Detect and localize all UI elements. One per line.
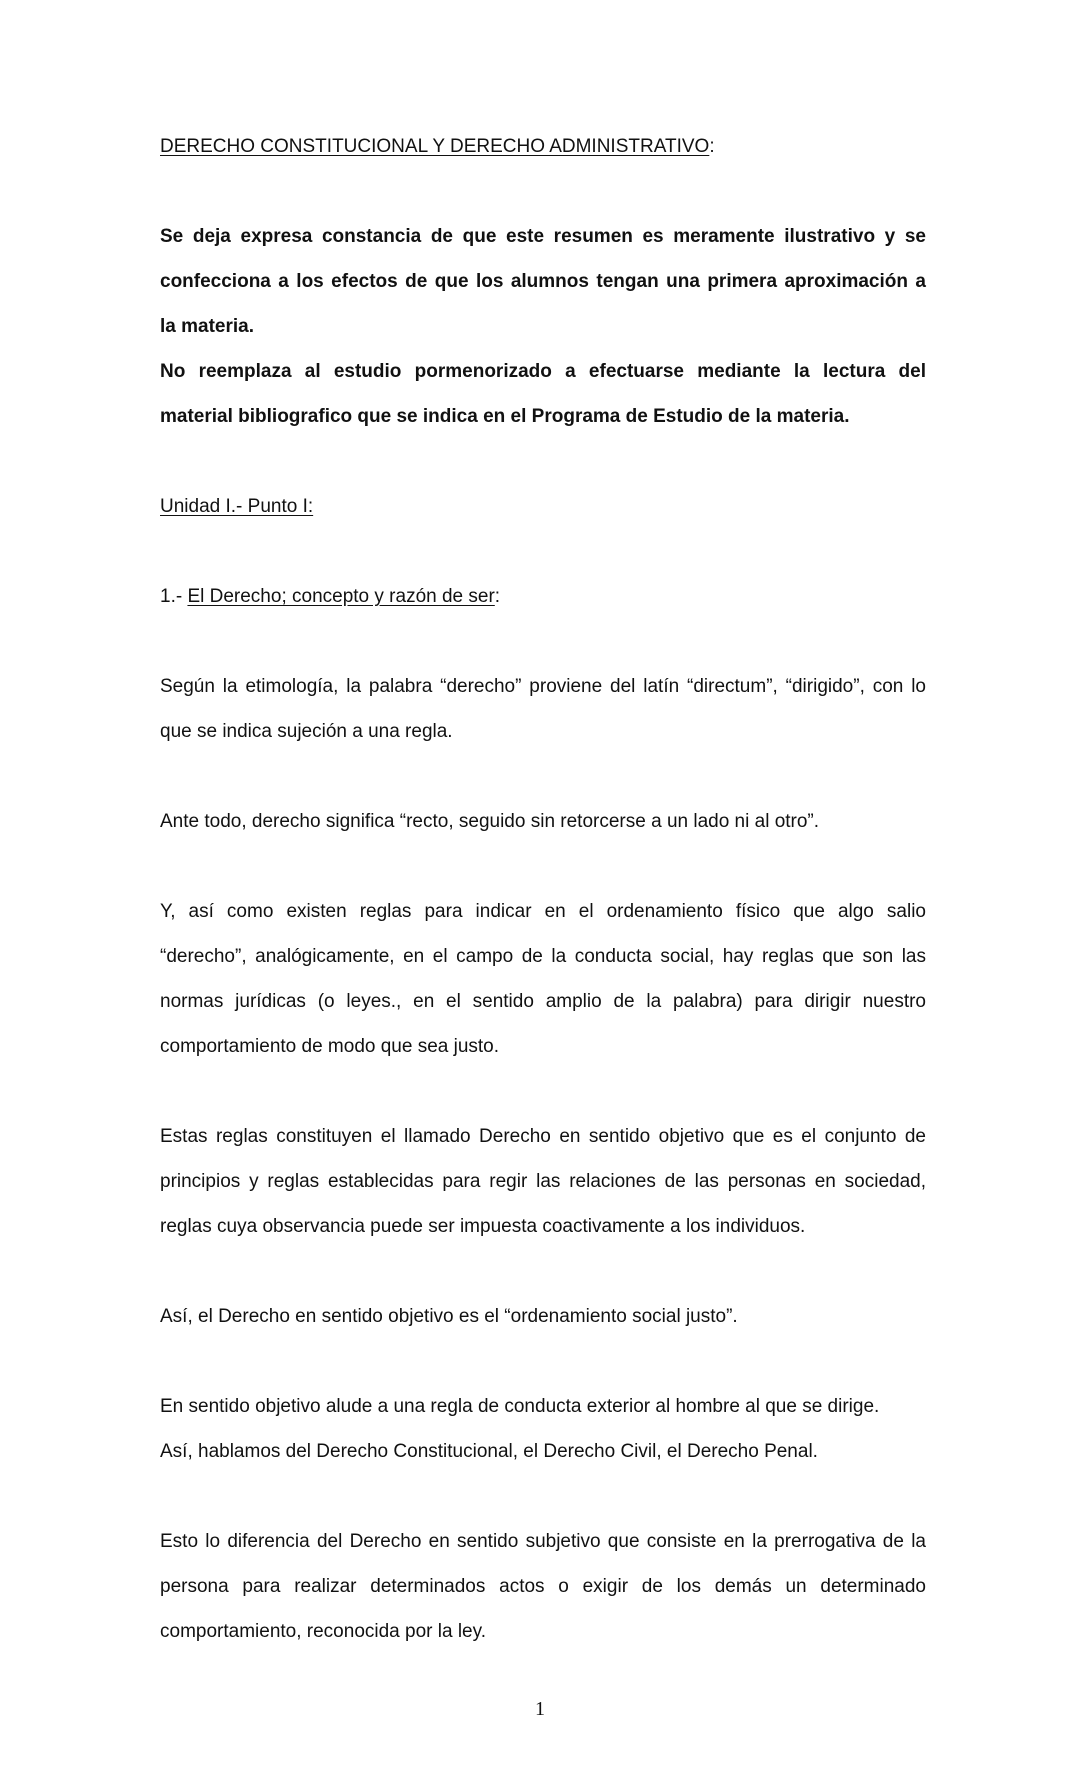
paragraph-line: Así, el Derecho en sentido objetivo es el “ordenamiento social justo”. (160, 1306, 738, 1327)
spacer (160, 1249, 926, 1294)
document-title: DERECHO CONSTITUCIONAL Y DERECHO ADMINISTRATIVO (160, 136, 710, 157)
disclaimer-line: material bibliografico que se indica en el Programa de Estudio de la materia. (160, 406, 850, 427)
paragraph-objective-sense (160, 1384, 926, 1474)
paragraph-line: reglas cuya observancia puede ser impuesta coactivamente a los individuos. (160, 1216, 806, 1237)
section-suffix: : (494, 586, 501, 607)
spacer (160, 439, 926, 484)
page-number: 1 (535, 1698, 545, 1720)
spacer (160, 169, 926, 214)
paragraph-line: “derecho”, analógicamente, en el campo de la conducta social, hay reglas que son las (160, 946, 926, 967)
paragraph-objective-law (160, 1114, 926, 1249)
paragraph-etymology (160, 664, 926, 754)
spacer (160, 1339, 926, 1384)
unit-heading: Unidad I.- Punto I: (160, 496, 314, 517)
paragraph-line: normas jurídicas (o leyes., en el sentido amplio de la palabra) para dirigir nuestro (160, 991, 926, 1012)
paragraph-line: Ante todo, derecho significa “recto, seguido sin retorcerse a un lado ni al otro”. (160, 811, 820, 832)
section-heading (160, 574, 926, 619)
paragraph-line: comportamiento, reconocida por la ley. (160, 1621, 486, 1642)
section-number: 1.- (160, 586, 188, 607)
disclaimer-line: Se deja expresa constancia de que este resumen es meramente ilustrativo y se (160, 226, 926, 247)
paragraph-line: Esto lo diferencia del Derecho en sentido subjetivo que consiste en la prerrogativa de la (160, 1531, 926, 1552)
paragraph-social-order (160, 1294, 926, 1339)
paragraph-rules (160, 889, 926, 1069)
disclaimer-line: No reemplaza al estudio pormenorizado a efectuarse mediante la lectura del (160, 361, 926, 382)
unit-heading-line (160, 484, 926, 529)
paragraph-line: persona para realizar determinados actos o exigir de los demás un determinado (160, 1576, 926, 1597)
paragraph-line: comportamiento de modo que sea justo. (160, 1036, 500, 1057)
disclaimer-block (160, 214, 926, 439)
spacer (160, 1069, 926, 1114)
paragraph-line: Según la etimología, la palabra “derecho” proviene del latín “directum”, “dirigido”, con lo (160, 676, 926, 697)
spacer (160, 754, 926, 799)
document-title-line (160, 124, 926, 169)
paragraph-line: principios y reglas establecidas para regir las relaciones de las personas en sociedad, (160, 1171, 926, 1192)
paragraph-meaning (160, 799, 926, 844)
disclaimer-line: confecciona a los efectos de que los alumnos tengan una primera aproximación a (160, 271, 926, 292)
spacer (160, 844, 926, 889)
paragraph-line: Así, hablamos del Derecho Constitucional, el Derecho Civil, el Derecho Penal. (160, 1441, 818, 1462)
document-title-suffix: : (709, 136, 715, 157)
spacer (160, 619, 926, 664)
paragraph-line: En sentido objetivo alude a una regla de conducta exterior al hombre al que se dirige. (160, 1396, 880, 1417)
paragraph-line: Estas reglas constituyen el llamado Derecho en sentido objetivo que es el conjunto de (160, 1126, 926, 1147)
document-body (160, 124, 926, 1654)
paragraph-line: que se indica sujeción a una regla. (160, 721, 453, 742)
paragraph-subjective-sense (160, 1519, 926, 1654)
spacer (160, 529, 926, 574)
spacer (160, 1474, 926, 1519)
paragraph-line: Y, así como existen reglas para indicar en el ordenamiento físico que algo salio (160, 901, 926, 922)
section-title: El Derecho; concepto y razón de ser (187, 586, 495, 607)
disclaimer-line: la materia. (160, 316, 254, 337)
